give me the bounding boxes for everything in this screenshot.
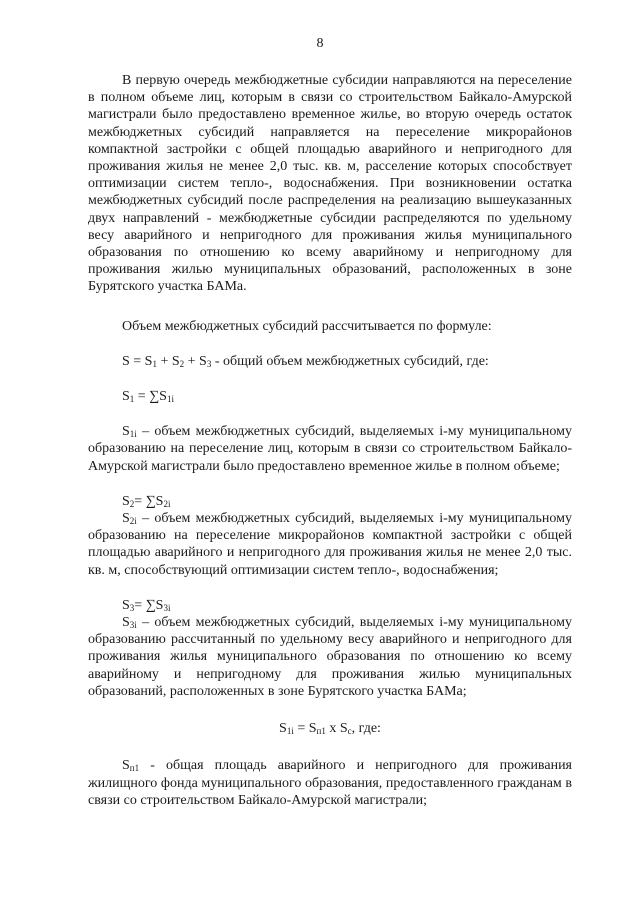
formula-s3: $S_3= \sum S_{3i}$ [122, 597, 171, 613]
document-body [88, 72, 572, 809]
formula-s1: $S_1 = \sum S_{1i}$ [122, 389, 174, 405]
paragraph-formula-intro: Объем межбюджетных субсидий рассчитывается по формуле: [122, 318, 492, 334]
page-number: 8 [316, 36, 324, 51]
definition-sn1: $S_{п1}$ - общая площадь аварийного и непригодного для проживания жилищного фонда муниципального образования, предоставленного гражданам в связи со строительством Байкало-Амурской магистрали; [88, 758, 572, 808]
definition-s3i: $S_{3i}$ – объем межбюджетных субсидий, выделяемых i-му муниципальному образованию рассчитанный по удельному весу аварийного и непригодного для проживания жилья муниципального образования по отношению ко всему аварийному и непригодному для проживания жилью муниципальных образований, расположенных в зоне Бурятского участка БАМа; [88, 615, 572, 699]
formula-s1i: $S_{1i} = S_{п1}$ х $S_с$, где: [279, 721, 381, 737]
formula-total-volume: $S = S_1 + S_2 + S_3$ - общий объем межбюджетных субсидий, где: [122, 353, 489, 369]
paragraph-priority-order: В первую очередь межбюджетные субсидии направляются на переселение в полном объеме лиц, которым в связи со строительством Байкало-Амурской магистрали было предоставлено временное жилье, во вторую очередь остаток межбюджетных субсидий направляется на переселение микрорайонов компактной застройки с общей площадью аварийного и непригодного для проживания жилья не менее 2,0 тыс. кв. м, расселение которых способствует оптимизации систем тепло-, водоснабжения. При возникновении остатка межбюджетных субсидий после распределения на реализацию вышеуказанных двух направлений - межбюджетные субсидии распределяются по удельному весу аварийного и непригодного для проживания жилья муниципального образования по отношению ко всему аварийному и непригодному для проживания жилью муниципальных образований, расположенных в зоне Бурятского участка БАМа. [88, 73, 572, 295]
definition-s2i: $S_{2i}$ – объем межбюджетных субсидий, выделяемых i-му муниципальному образованию на переселение микрорайонов компактной застройки с общей площадью аварийного и непригодного для проживания жилья не менее 2,0 тыс. кв. м, способствующий оптимизации систем тепло-, водоснабжения; [88, 511, 572, 578]
formula-s2: $S_2= \sum S_{2i}$ [122, 493, 171, 509]
definition-s1i: $S_{1i}$ – объем межбюджетных субсидий, выделяемых i-му муниципальному образованию на переселение лиц, которым в связи со строительством Байкало-Амурской магистрали было предоставлено временное жилье в полном объеме; [88, 424, 572, 474]
